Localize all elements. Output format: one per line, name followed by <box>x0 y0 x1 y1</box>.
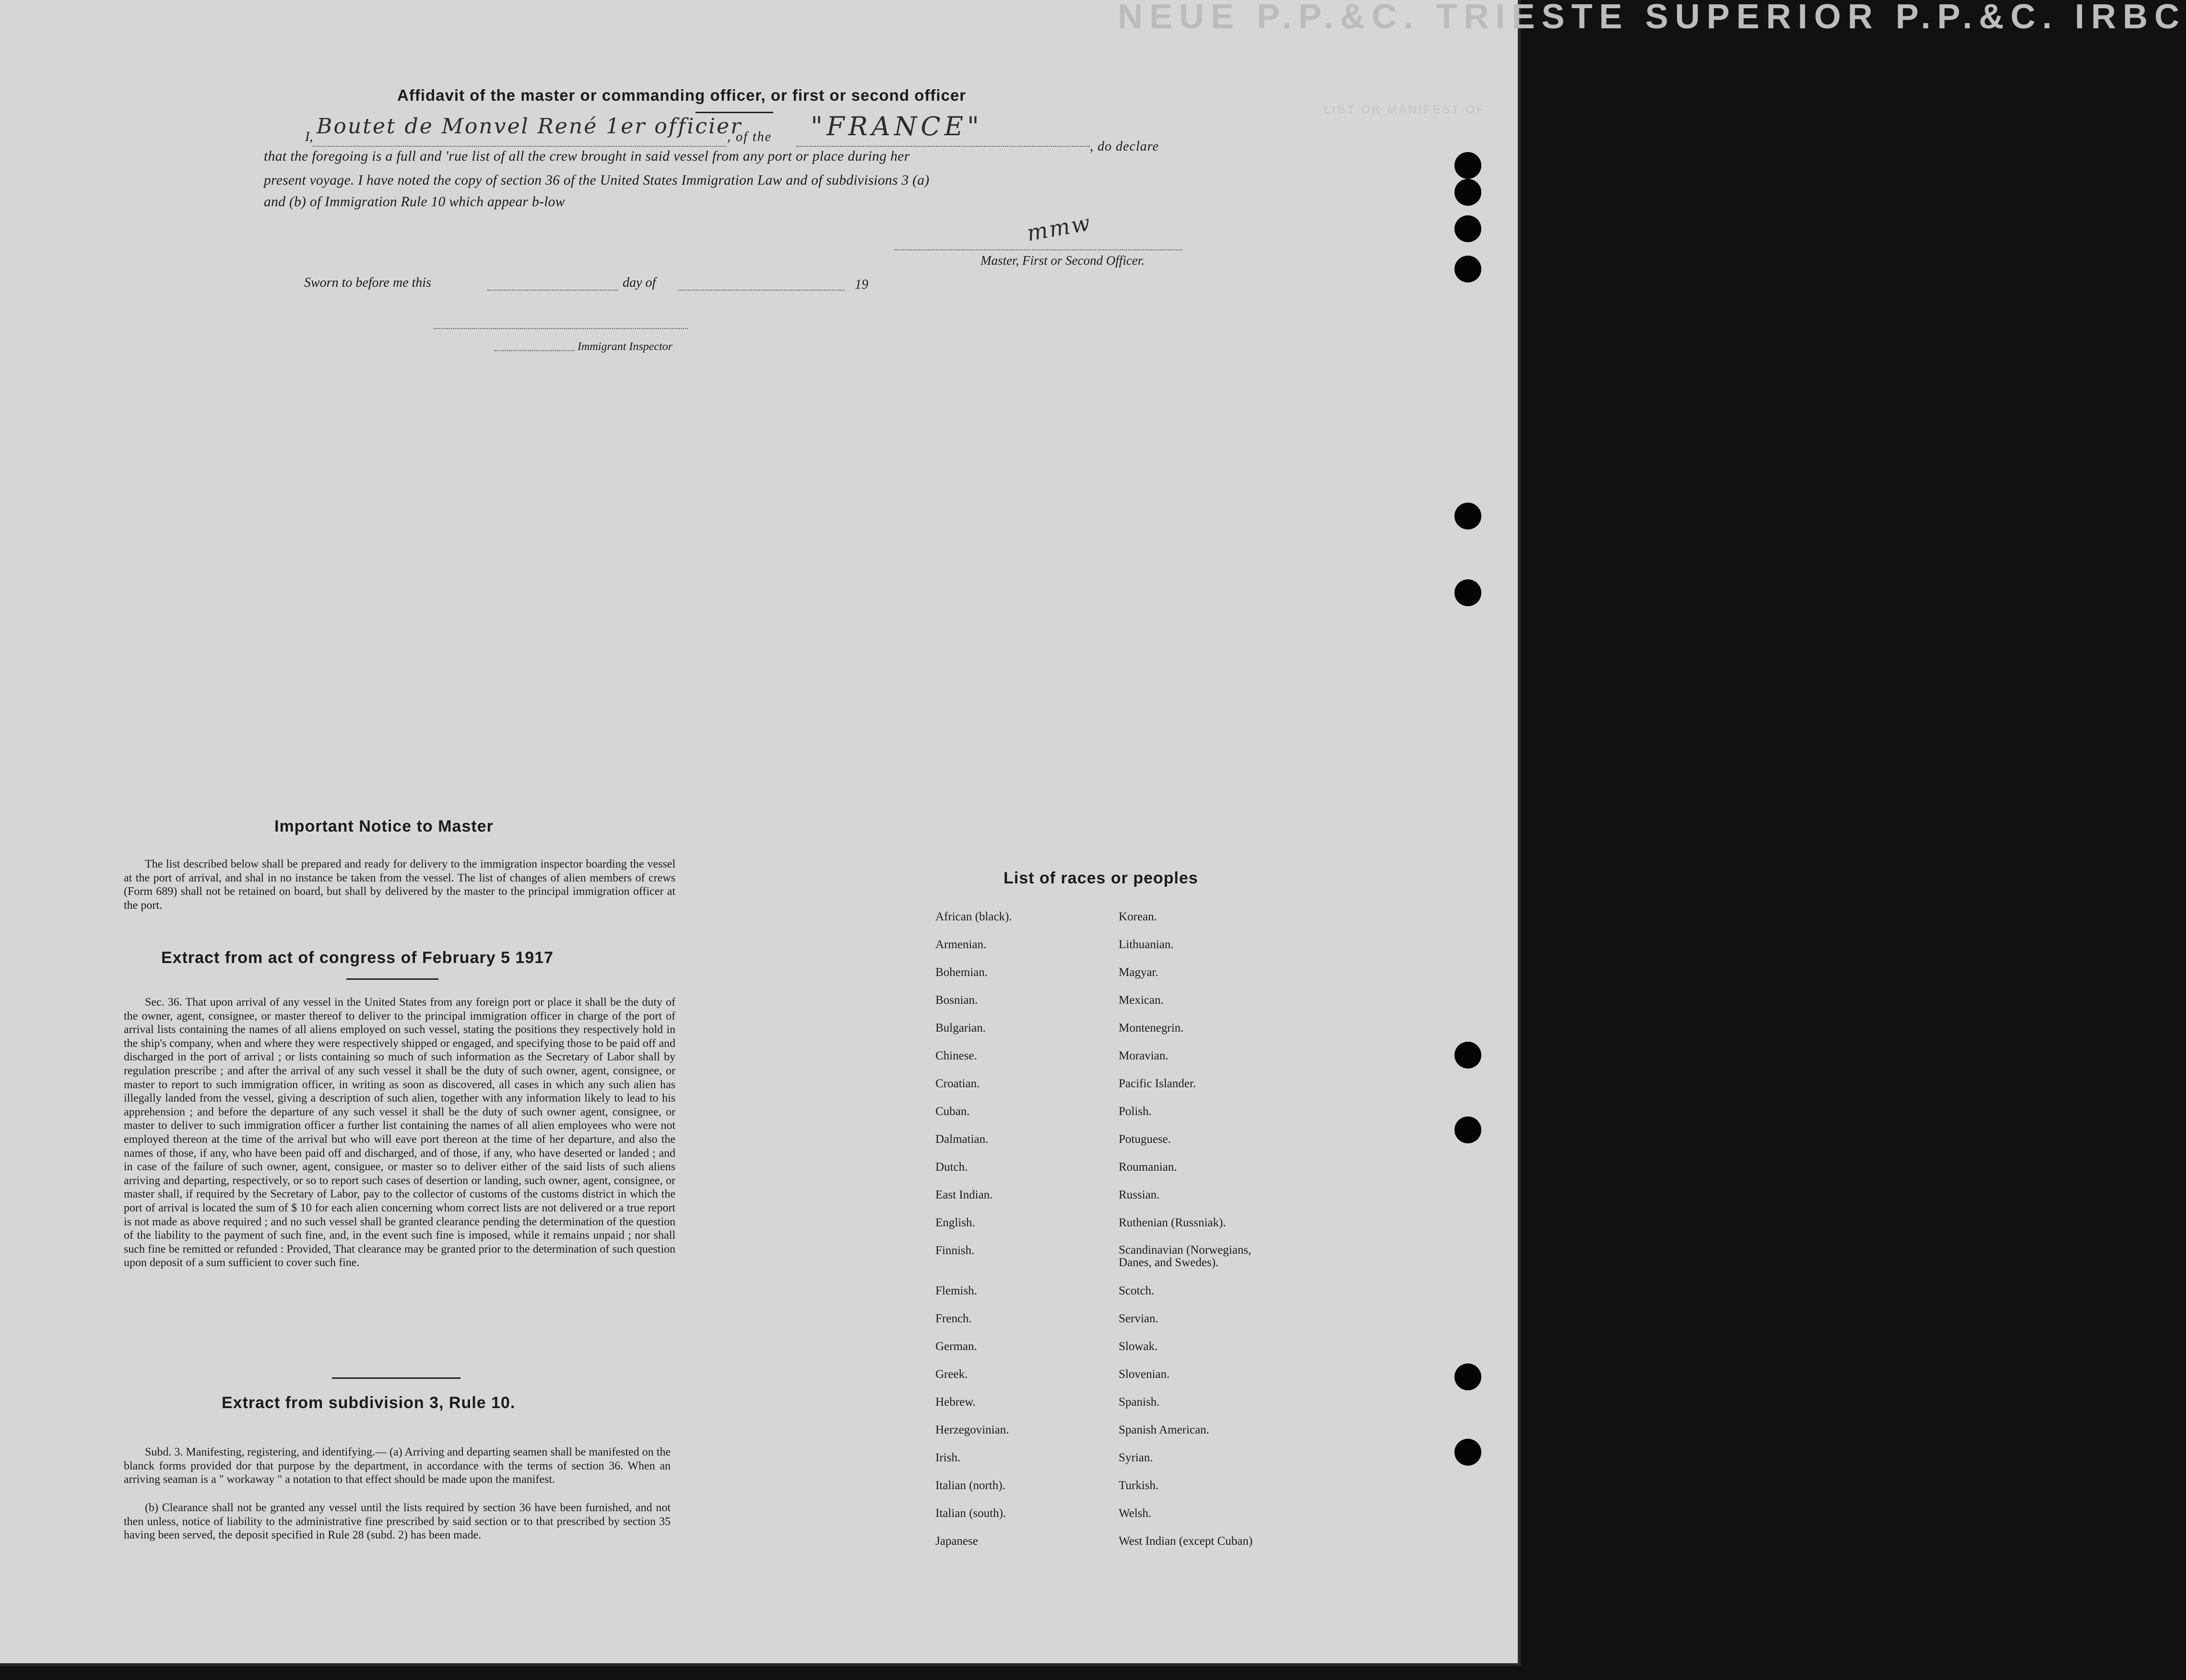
race-item: Montenegrin. <box>1119 1022 1184 1034</box>
race-item: African (black). <box>935 910 1012 923</box>
race-item: Syrian. <box>1119 1451 1153 1464</box>
affidavit-title: Affidavit of the master or commanding officer, or first or second officer <box>397 86 967 104</box>
race-item: Japanese <box>935 1535 978 1548</box>
punch-hole-icon <box>1454 579 1481 606</box>
race-item: Magyar. <box>1119 966 1158 979</box>
races-title: List of races or peoples <box>1004 869 1198 887</box>
affidavit-of-the: , of the <box>727 129 772 144</box>
affidavit-line4: and (b) of Immigration Rule 10 which appear b-low <box>264 194 565 210</box>
race-item: Hebrew. <box>935 1396 976 1409</box>
race-item: Bosnian. <box>935 994 978 1007</box>
race-item: French. <box>935 1312 972 1325</box>
affidavit-line2: that the foregoing is a full and 'rue list of all the crew brought in said vessel from any port or place during her <box>264 149 910 164</box>
race-item: Italian (north). <box>935 1479 1005 1492</box>
sworn-year: 19 <box>855 277 868 292</box>
race-item: Italian (south). <box>935 1507 1006 1520</box>
punch-hole-icon <box>1454 503 1481 529</box>
extract-act-rule <box>346 978 438 980</box>
race-item: Bohemian. <box>935 966 988 979</box>
punch-hole-icon <box>1454 215 1481 242</box>
race-item: Greek. <box>935 1368 968 1381</box>
race-item: Spanish. <box>1119 1396 1160 1409</box>
sworn-month-line <box>678 290 844 291</box>
extract-rule-para-b <box>124 1501 671 1542</box>
race-item: Slowak. <box>1119 1340 1158 1353</box>
title-rule <box>696 112 773 113</box>
name-fill-line <box>313 146 726 147</box>
race-item: Irish. <box>935 1451 961 1464</box>
extract-rule-title: Extract from subdivision 3, Rule 10. <box>222 1394 516 1412</box>
extract-act-body-text: Sec. 36. That upon arrival of any vessel in the United States from any foreign port or place it shall be the duty of the owner, agent, consignee, or master thereof to deliver to the principal immigration officer in charge of the port of arrival lists containing the names of all aliens employed on such vessel, stating the positions they respectively hold in the ship's company, when and where they were respectively shipped or engaged, and specifying those to be paid off and discharged in the port of arrival ; or lists containing so much of such information as the Secretary of Labor shall by regulation prescribe ; and after the arrival of any such vessel it shall be the duty of such owner, agent, consignee, or master to report to such immigration officer, in writing as soon as discovered, all cases in which any such alien has illegally landed from the vessel, giving a description of such alien, together with any information likely to lead to his apprehension ; and before the departure of any such vessel it shall be the duty of such owner agent, consignee, or master to deliver to such immigration officer a further list containing the names of all alien employees who were not employed thereon at the time of the arrival but who will eave port thereon at the time of her departure, and also the names of those, if any, who have been paid off and discharged, and of those, if any, who have deserted or landed ; and in case of the failure of such owner, agent, consiguee, or master so to deliver either of the said lists of such aliens arriving and departing, respectively, or so to report such cases of desertion or landing, such owner, agent, consignee, or master shall, if required by the Secretary of Labor, pay to the collector of customs of the customs district in which the port of arrival is located the sum of $ 10 for each alien concerning whom correct lists are not delivered or a true report is not made as above required ; and no such vessel shall be granted clearance pending the determination of the question of the liability to the payment of such fine, and, in the event such fine is imposed, while it remains unpaid ; nor shall such fine be remitted or refunded : Provided, That clearance may be granted prior to the determination of such question upon deposit of a sum sufficient to cover such fine. <box>124 996 675 1269</box>
extract-rule-para-b-text: (b) Clearance shall not be granted any vessel until the lists required by section 36 have been furnished, and not then unless, notice of liability to the administrative fine prescribed by said section or to that prescribed by section 35 having been served, the deposit specified in Rule 28 (subd. 2) has been made. <box>124 1502 671 1542</box>
race-item: Herzegovinian. <box>935 1423 1009 1436</box>
race-item: Croatian. <box>935 1077 980 1090</box>
sworn-date-line <box>487 290 618 291</box>
master-name-handwritten: Boutet de Monvel René 1er officier <box>317 114 743 139</box>
race-item: Scotch. <box>1119 1284 1155 1297</box>
punch-hole-icon <box>1454 179 1481 206</box>
notice-title: Important Notice to Master <box>274 817 494 835</box>
section-divider <box>332 1377 461 1379</box>
extract-act-body <box>124 996 675 1270</box>
race-item: Servian. <box>1119 1312 1158 1325</box>
punch-hole-icon <box>1454 256 1481 282</box>
inspector-signature-line-2 <box>494 350 575 351</box>
header-bleed-text: NEUE P.P.&C. TRIESTE SUPERIOR P.P.&C. IRBC <box>1118 0 2186 36</box>
race-item: Pacific Islander. <box>1119 1077 1196 1090</box>
race-item: Cuban. <box>935 1105 970 1118</box>
race-item: Scandinavian (Norwegians, Danes, and Swedes). <box>1119 1244 1252 1269</box>
affidavit-line1-prefix: I, <box>305 129 313 144</box>
race-item: Roumanian. <box>1119 1161 1177 1174</box>
race-item: Polish. <box>1119 1105 1152 1118</box>
race-item: Russian. <box>1119 1188 1160 1201</box>
race-item: Ruthenian (Russniak). <box>1119 1216 1226 1229</box>
race-item: Korean. <box>1119 910 1157 923</box>
race-item: Mexican. <box>1119 994 1164 1007</box>
race-item: Finnish. <box>935 1244 975 1257</box>
race-item: Spanish American. <box>1119 1423 1209 1436</box>
race-item: Turkish. <box>1119 1479 1159 1492</box>
race-item: Chinese. <box>935 1049 977 1062</box>
punch-hole-icon <box>1454 1363 1481 1390</box>
race-item: Dutch. <box>935 1161 968 1174</box>
vessel-name-handwritten: "FRANCE" <box>811 111 983 141</box>
race-item: Moravian. <box>1119 1049 1169 1062</box>
race-item: German. <box>935 1340 977 1353</box>
ghost-text: LIST OR MANIFEST OF <box>1324 103 1486 116</box>
race-item: Bulgarian. <box>935 1022 986 1034</box>
punch-hole-icon <box>1454 1116 1481 1143</box>
extract-rule-para-a <box>124 1445 671 1487</box>
officer-signature: mmw <box>1025 209 1094 247</box>
notice-body <box>124 858 675 912</box>
extract-act-title: Extract from act of congress of February 5 1917 <box>161 949 554 967</box>
race-item: English. <box>935 1216 975 1229</box>
signature-line <box>894 249 1182 250</box>
punch-hole-icon <box>1454 1042 1481 1069</box>
race-item: East Indian. <box>935 1188 993 1201</box>
vessel-fill-line <box>796 146 1090 147</box>
affidavit-do-declare: , do declare <box>1090 139 1159 154</box>
inspector-signature-line <box>434 328 688 329</box>
race-item: Potuguese. <box>1119 1133 1171 1146</box>
notice-body-text: The list described below shall be prepared and ready for delivery to the immigration inspector boarding the vessel at the port of arrival, and shal in no instance be taken from the vessel. The list of changes of alien members of crews (Form 689) shall not be retained on board, but shall by delivered by the master to the principal immigration officer at the port. <box>124 858 675 912</box>
affidavit-line3: present voyage. I have noted the copy of section 36 of the United States Immigration Law and of subdivisions 3 (a) <box>264 173 930 188</box>
race-item: West Indian (except Cuban) <box>1119 1535 1253 1548</box>
race-item: Armenian. <box>935 938 987 951</box>
extract-rule-para-a-text: Subd. 3. Manifesting, registering, and identifying.— (a) Arriving and departing seamen shall be manifested on the blanck forms provided dor that purpose by the department, in accordance with the terms of section 36. When an arriving seaman is a " workaway " a notation to that effect should be made upon the manifest. <box>124 1446 671 1486</box>
sworn-prefix: Sworn to before me this <box>304 275 431 290</box>
race-item: Lithuanian. <box>1119 938 1174 951</box>
punch-hole-icon <box>1454 152 1481 179</box>
inspector-caption: Immigrant Inspector <box>578 341 673 353</box>
race-item: Slovenian. <box>1119 1368 1170 1381</box>
race-item: Dalmatian. <box>935 1133 989 1146</box>
sworn-day: day of <box>623 275 656 290</box>
race-item: Flemish. <box>935 1284 977 1297</box>
punch-hole-icon <box>1454 1439 1481 1466</box>
race-item: Welsh. <box>1119 1507 1152 1520</box>
signature-caption: Master, First or Second Officer. <box>981 253 1145 268</box>
